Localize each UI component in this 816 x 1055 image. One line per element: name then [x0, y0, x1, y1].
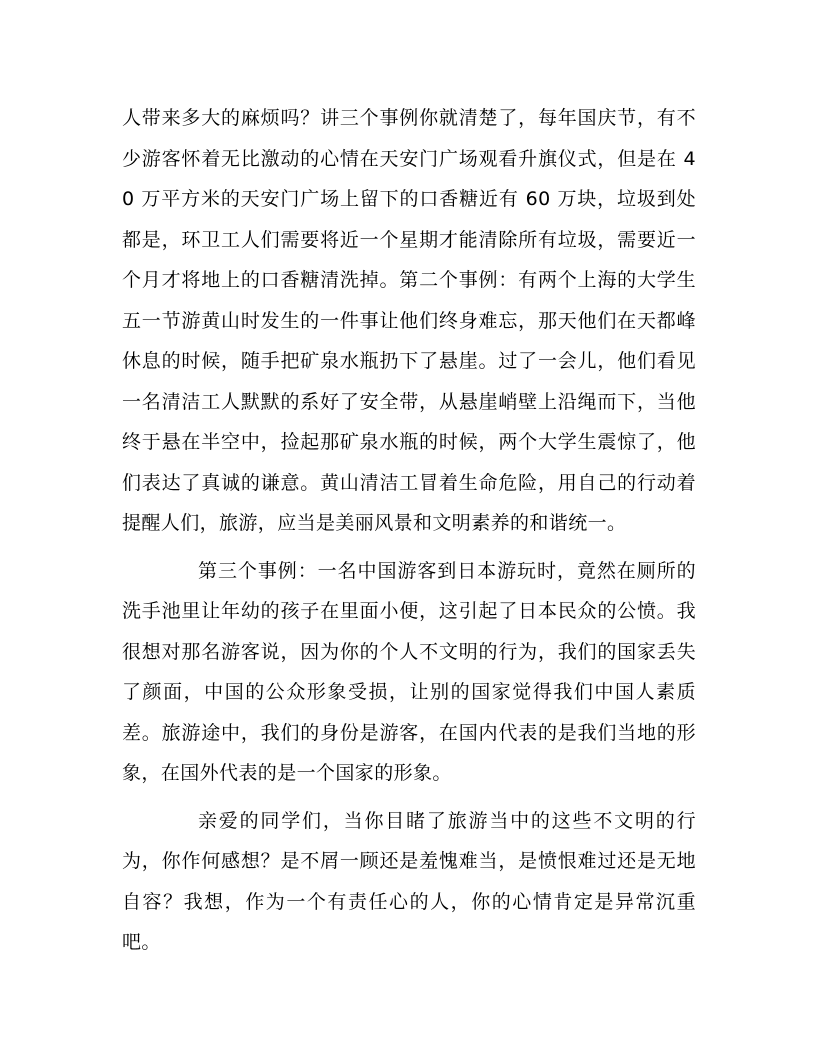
document-body — [122, 98, 696, 963]
paragraph-third-example: 第三个事例：一名中国游客到日本游玩时，竟然在厕所的洗手池里让年幼的孩子在里面小便，这引起了日本民众的公愤。我很想对那名游客说，因为你的个人不文明的行为，我们的国家丢失了颜面，中国的公众形象受损，让别的国家觉得我们中国人素质差。旅游途中，我们的身份是游客，在国内代表的是我们当地的形象，在国外代表的是一个国家的形象。 — [122, 559, 696, 784]
paragraph-closing-question: 亲爱的同学们，当你目睹了旅游当中的这些不文明的行为，你作何感想？是不屑一顾还是羞愧难当，是愤恨难过还是无地自容？我想，作为一个有责任心的人，你的心情肯定是异常沉重吧。 — [122, 809, 696, 953]
paragraph-first-example: 人带来多大的麻烦吗？讲三个事例你就清楚了，每年国庆节，有不少游客怀着无比激动的心情在天安门广场观看升旗仪式，但是在 40 万平方米的天安门广场上留下的口香糖近有 60 万块，垃圾到处都是，环卫工人们需要将近一个星期才能清除所有垃圾，需要近一个月才将地上的口香糖清洗掉。第二个事例：有两个上海的大学生五一节游黄山时发生的一件事让他们终身难忘，那天他们在天都峰休息的时候，随手把矿泉水瓶扔下了悬崖。过了一会儿，他们看见一名清洁工人默默的系好了安全带，从悬崖峭壁上沿绳而下，当他终于悬在半空中，捡起那矿泉水瓶的时候，两个大学生震惊了，他们表达了真诚的谦意。黄山清洁工冒着生命危险，用自己的行动着提醒人们，旅游，应当是美丽风景和文明素养的和谐统一。 — [122, 107, 696, 534]
